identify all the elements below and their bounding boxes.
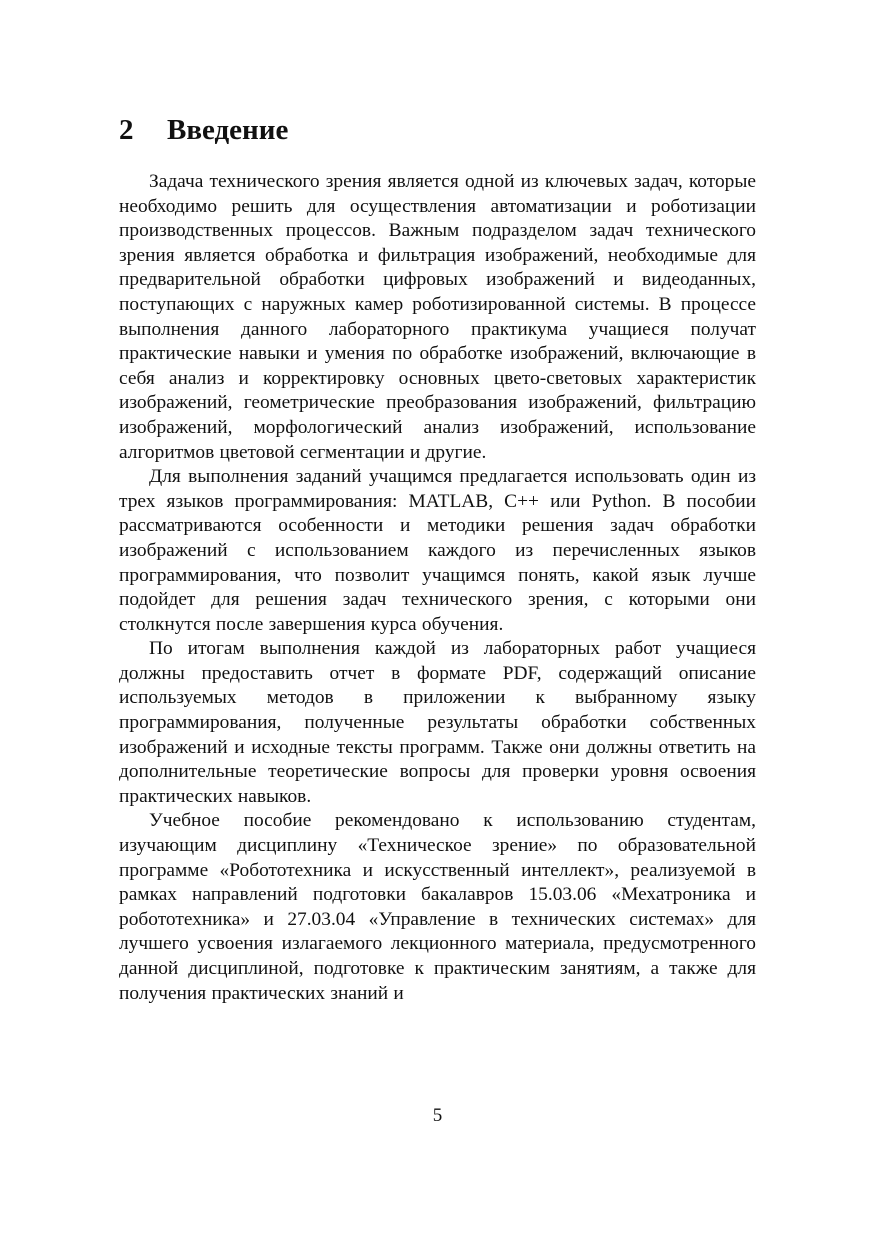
section-heading — [119, 112, 288, 148]
body-text — [119, 170, 756, 1006]
paragraph: Для выполнения заданий учащимся предлагается использовать один из трех языков программирования: MATLAB, C++ или Python. В пособии рассматриваются особенности и методики решения задач обработки изображений с использованием каждого из перечисленных языков программирования, что позволит учащимся понять, какой язык лучше подойдет для решения задач технического зрения, с которыми они столкнутся после завершения курса обучения. — [119, 466, 756, 635]
page-number: 5 — [432, 1105, 443, 1126]
paragraph: Задача технического зрения является одной из ключевых задач, которые необходимо решить для осуществления автоматизации и роботизации производственных процессов. Важным подразделом задач технического зрения является обработка и фильтрация изображений, необходимые для предварительной обработки цифровых изображений и видеоданных, поступающих с наружных камер роботизированной системы. В процессе выполнения данного лабораторного практикума учащиеся получат практические навыки и умения по обработке изображений, включающие в себя анализ и корректировку основных цвето-световых характеристик изображений, геометрические преобразования изображений, фильтрацию изображений, морфологический анализ изображений, использование алгоритмов цветовой сегментации и другие. — [119, 171, 756, 463]
paragraph: По итогам выполнения каждой из лабораторных работ учащиеся должны предоставить отчет в формате PDF, содержащий описание используемых методов в приложении к выбранному языку программирования, полученные результаты обработки собственных изображений и исходные тексты программ. Также они должны ответить на дополнительные теоретические вопросы для проверки уровня освоения практических навыков. — [119, 638, 756, 807]
section-number: 2 — [119, 114, 134, 146]
paragraph: Учебное пособие рекомендовано к использованию студентам, изучающим дисциплину «Техническое зрение» по образовательной программе «Робототехника и искусственный интеллект», реализуемой в рамках направлений подготовки бакалавров 15.03.06 «Мехатроника и робототехника» и 27.03.04 «Управление в технических системах» для лучшего усвоения излагаемого лекционного материала, предусмотренного данной дисциплиной, подготовке к практическим занятиям, а также для получения практических знаний и — [119, 810, 756, 1004]
section-title: Введение — [167, 114, 289, 146]
